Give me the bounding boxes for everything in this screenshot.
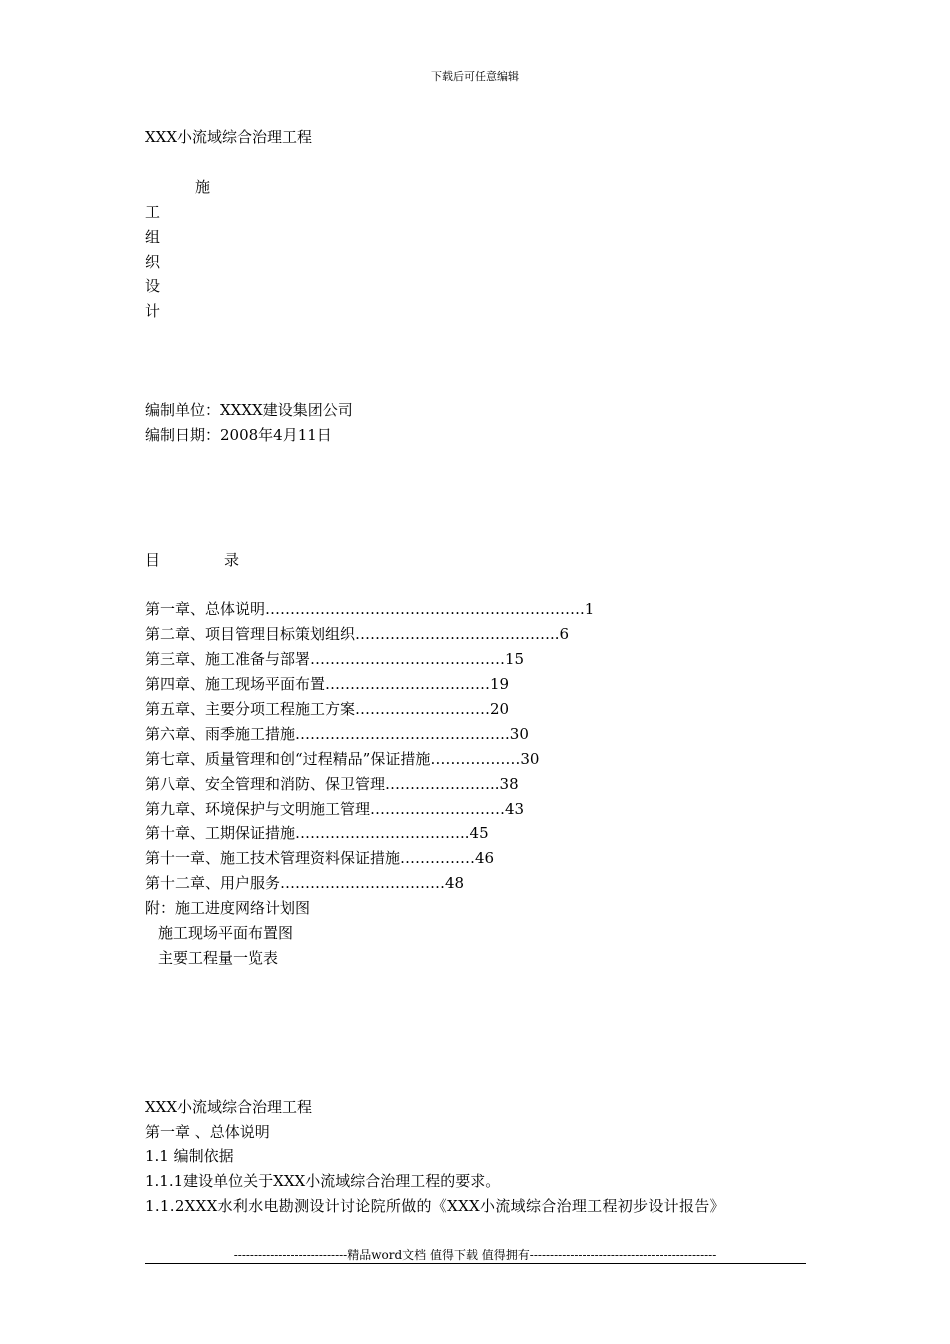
chapter-heading: 第一章 、总体说明 bbox=[145, 1123, 270, 1141]
toc-title-left: 目 bbox=[145, 551, 161, 569]
toc-entry[interactable]: 第十一章、施工技术管理资料保证措施……………46 bbox=[145, 849, 495, 867]
vertical-title-char: 设 bbox=[145, 277, 161, 295]
compiling-date: 编制日期：2008年4月11日 bbox=[145, 426, 332, 444]
toc-entry[interactable]: 第八章、安全管理和消防、保卫管理…………………..38 bbox=[145, 775, 519, 793]
appendix-line: 施工现场平面布置图 bbox=[158, 924, 294, 942]
toc-entry[interactable]: 第十二章、用户服务……………………………48 bbox=[145, 874, 465, 892]
toc-entry[interactable]: 第一章、总体说明……………………………………………………….1 bbox=[145, 600, 595, 618]
toc-entry[interactable]: 第二章、项目管理目标策划组织…………………………………..6 bbox=[145, 625, 570, 643]
footer-note: ----------------------------精品word文档 值得下载 值得拥有---------------------------------------------- bbox=[233, 1248, 717, 1262]
vertical-title-char: 施 bbox=[195, 178, 211, 196]
toc-entry[interactable]: 第三章、施工准备与部署…………………………………15 bbox=[145, 650, 525, 668]
section-heading: 1.1 编制依据 bbox=[145, 1147, 234, 1165]
toc-entry[interactable]: 第六章、雨季施工措施…………………………………….30 bbox=[145, 725, 529, 743]
body-paragraph: 1.1.2XXX水利水电勘测设计讨论院所做的《XXX小流域综合治理工程初步设计报告》 bbox=[145, 1197, 725, 1215]
vertical-title-char: 计 bbox=[145, 302, 161, 320]
header-note: 下载后可任意编辑 bbox=[431, 70, 519, 83]
vertical-title-char: 组 bbox=[145, 228, 161, 246]
vertical-title-char: 织 bbox=[145, 253, 161, 271]
vertical-title-char: 工 bbox=[145, 203, 161, 221]
compiling-unit: 编制单位：XXXX建设集团公司 bbox=[145, 401, 353, 419]
project-title: XXX小流域综合治理工程 bbox=[145, 128, 313, 146]
toc-title-right: 录 bbox=[224, 551, 240, 569]
appendix-line: 附：施工进度网络计划图 bbox=[145, 899, 311, 917]
body-project-title: XXX小流域综合治理工程 bbox=[145, 1098, 313, 1116]
toc-entry[interactable]: 第四章、施工现场平面布置……………………………19 bbox=[145, 675, 510, 693]
toc-entry[interactable]: 第十章、工期保证措施……………………………..45 bbox=[145, 824, 489, 842]
body-paragraph: 1.1.1建设单位关于XXX小流域综合治理工程的要求。 bbox=[145, 1172, 501, 1190]
toc-entry[interactable]: 第五章、主要分项工程施工方案………………………20 bbox=[145, 700, 510, 718]
toc-entry[interactable]: 第七章、质量管理和创“过程精品”保证措施………………30 bbox=[145, 750, 540, 768]
appendix-line: 主要工程量一览表 bbox=[158, 949, 279, 967]
footer-rule bbox=[145, 1263, 806, 1264]
toc-entry[interactable]: 第九章、环境保护与文明施工管理………………………43 bbox=[145, 800, 525, 818]
